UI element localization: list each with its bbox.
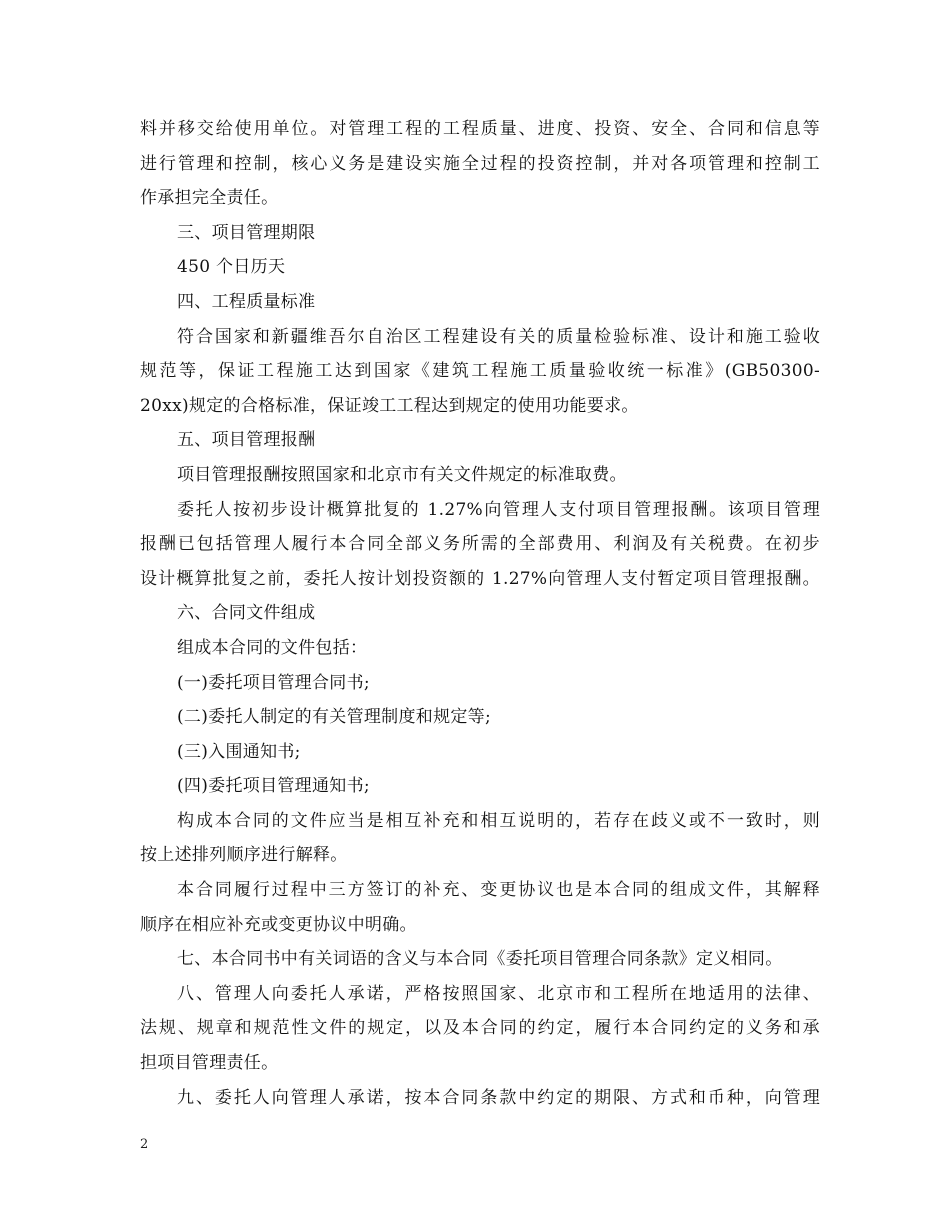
text-line: 450 个日历天 — [177, 257, 286, 278]
text-line: 进行管理和控制，核心义务是建设实施全过程的投资控制，并对各项管理和控制工 — [140, 153, 820, 174]
text-line: 20xx)规定的合格标准，保证竣工工程达到规定的使用功能要求。 — [140, 395, 639, 416]
text-line: 法规、规章和规范性文件的规定，以及本合同的约定，履行本合同约定的义务和承 — [140, 1018, 820, 1039]
text-line: 项目管理报酬按照国家和北京市有关文件规定的标准取费。 — [177, 464, 627, 485]
section-heading: 八、管理人向委托人承诺，严格按照国家、北京市和工程所在地适用的法律、 — [177, 983, 820, 1004]
list-item: (一)委托项目管理合同书; — [177, 672, 370, 693]
text-line: 组成本合同的文件包括： — [177, 637, 368, 658]
section-heading: 五、项目管理报酬 — [177, 430, 316, 451]
section-heading: 四、工程质量标准 — [177, 291, 316, 312]
text-line: 按上述排列顺序进行解释。 — [140, 845, 348, 866]
section-heading: 九、委托人向管理人承诺，按本合同条款中约定的期限、方式和币种，向管理 — [177, 1087, 820, 1108]
text-line: 担项目管理责任。 — [140, 1053, 279, 1074]
page-number: 2 — [140, 1137, 149, 1152]
list-item: (三)入围通知书; — [177, 741, 301, 762]
text-line: 本合同履行过程中三方签订的补充、变更协议也是本合同的组成文件，其解释 — [177, 880, 820, 901]
text-line: 报酬已包括管理人履行本合同全部义务所需的全部费用、利润及有关税费。在初步 — [140, 534, 820, 555]
text-line: 委托人按初步设计概算批复的 1.27%向管理人支付项目管理报酬。该项目管理 — [177, 499, 820, 520]
text-line: 设计概算批复之前，委托人按计划投资额的 1.27%向管理人支付暂定项目管理报酬。 — [140, 568, 820, 589]
text-line: 构成本合同的文件应当是相互补充和相互说明的，若存在歧义或不一致时，则 — [177, 810, 820, 831]
list-item: (四)委托项目管理通知书; — [177, 776, 370, 797]
text-line: 顺序在相应补充或变更协议中明确。 — [140, 914, 417, 935]
text-line: 料并移交给使用单位。对管理工程的工程质量、进度、投资、安全、合同和信息等 — [140, 119, 820, 139]
text-line: 作承担完全责任。 — [140, 188, 279, 209]
document-body — [140, 112, 820, 1115]
text-line: 规范等，保证工程施工达到国家《建筑工程施工质量验收统一标准》(GB50300- — [140, 361, 820, 382]
text-line: 符合国家和新疆维吾尔自治区工程建设有关的质量检验标准、设计和施工验收 — [177, 326, 820, 347]
section-heading: 七、本合同书中有关词语的含义与本合同《委托项目管理合同条款》定义相同。 — [177, 949, 783, 970]
section-heading: 三、项目管理期限 — [177, 222, 316, 243]
section-heading: 六、合同文件组成 — [177, 603, 316, 624]
list-item: (二)委托人制定的有关管理制度和规定等; — [177, 707, 491, 728]
